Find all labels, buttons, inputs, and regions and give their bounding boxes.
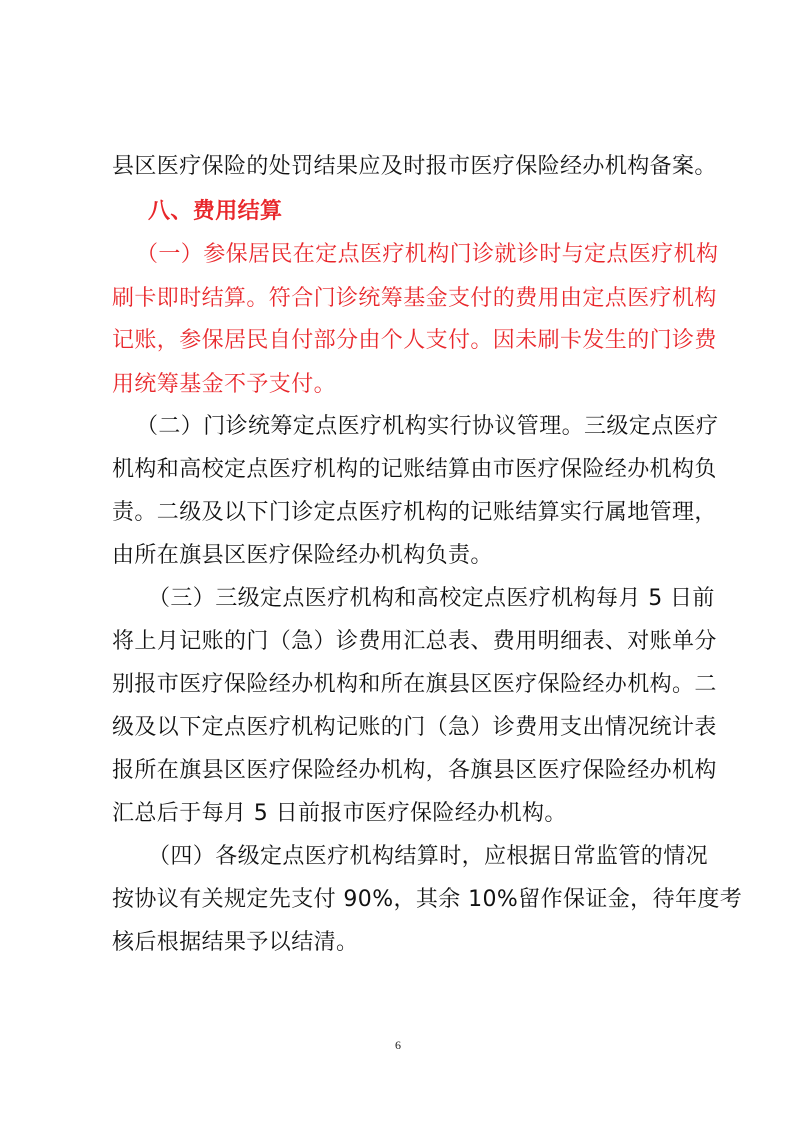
highlighted-paragraph-line: 刷卡即时结算。符合门诊统筹基金支付的费用由定点医疗机构 [112, 286, 717, 311]
body-text-line: （四）各级定点医疗机构结算时，应根据日常监管的情况 [148, 844, 709, 869]
body-text-line: （三）三级定点医疗机构和高校定点医疗机构每月 5 日前 [148, 586, 715, 611]
body-text-line: （二）门诊统筹定点医疗机构实行协议管理。三级定点医疗 [136, 414, 719, 439]
highlighted-paragraph-line: （一）参保居民在定点医疗机构门诊就诊时与定点医疗机构 [136, 242, 719, 267]
section-heading: 八、费用结算 [148, 199, 283, 224]
body-text-line: 责。二级及以下门诊定点医疗机构的记账结算实行属地管理， [112, 500, 717, 525]
body-text-line: 机构和高校定点医疗机构的记账结算由市医疗保险经办机构负 [112, 457, 717, 482]
highlighted-paragraph-line: 记账，参保居民自付部分由个人支付。因未刷卡发生的门诊费 [112, 328, 717, 353]
body-text-line: 报所在旗县区医疗保险经办机构，各旗县区医疗保险经办机构 [112, 758, 717, 783]
body-text-line: 级及以下定点医疗机构记账的门（急）诊费用支出情况统计表 [112, 715, 717, 740]
highlighted-paragraph-line: 用统筹基金不予支付。 [112, 372, 337, 397]
body-text-line: 将上月记账的门（急）诊费用汇总表、费用明细表、对账单分 [112, 629, 717, 654]
body-text-line: 核后根据结果予以结清。 [112, 930, 359, 955]
body-text-line: 按协议有关规定先支付 90%，其余 10%留作保证金，待年度考 [112, 887, 743, 912]
body-text-line: 汇总后于每月 5 日前报市医疗保险经办机构。 [112, 801, 567, 826]
body-text-line: 别报市医疗保险经办机构和所在旗县区医疗保险经办机构。二 [112, 672, 717, 697]
body-text-line: 由所在旗县区医疗保险经办机构负责。 [112, 543, 493, 568]
body-text-line: 县区医疗保险的处罚结果应及时报市医疗保险经办机构备案。 [112, 154, 717, 179]
page-number: 6 [395, 1038, 401, 1052]
